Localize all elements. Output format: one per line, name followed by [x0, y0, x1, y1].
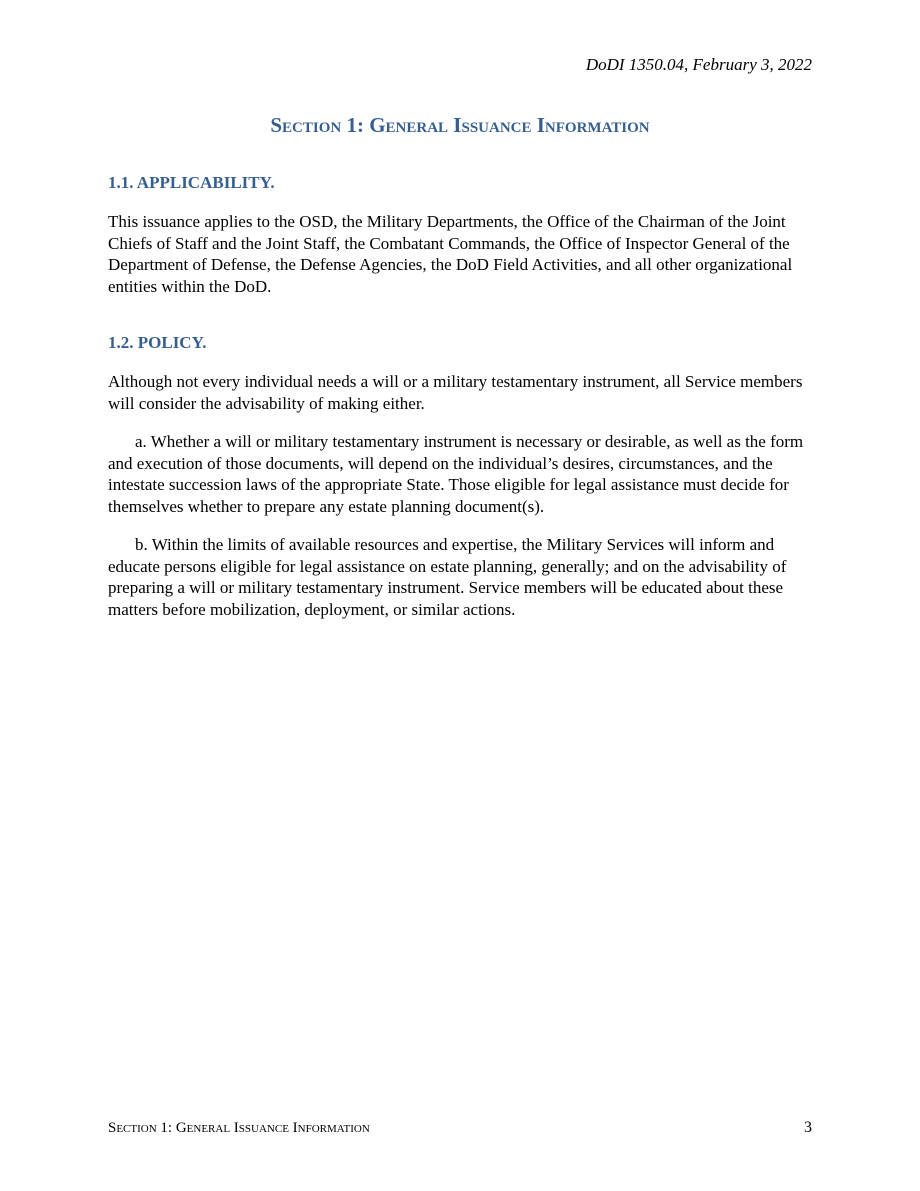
- page-number: 3: [804, 1119, 812, 1136]
- document-body: [108, 172, 814, 620]
- paragraph-policy-b: b. Within the limits of available resources and expertise, the Military Services will inform and educate persons eligible for legal assistance on estate planning, generally; and on the advisability of preparing a will or military testamentary instrument. Service members will be educated about these matters before mobilization, deployment, or similar actions.: [108, 535, 787, 619]
- heading-applicability: 1.1. APPLICABILITY.: [108, 173, 275, 192]
- paragraph-policy-intro: Although not every individual needs a will or a military testamentary instrument, all Service members will consider the advisability of making either.: [108, 372, 803, 413]
- section-title: Section 1: General Issuance Information: [270, 113, 650, 137]
- paragraph-applicability: This issuance applies to the OSD, the Military Departments, the Office of the Chairman of the Joint Chiefs of Staff and the Joint Staff, the Combatant Commands, the Office of Inspector General of the Department of Defense, the Defense Agencies, the DoD Field Activities, and all other organizational entities within the DoD.: [108, 212, 793, 296]
- heading-policy: 1.2. POLICY.: [108, 333, 207, 352]
- document-reference: DoDI 1350.04, February 3, 2022: [585, 55, 812, 74]
- footer-section-label: Section 1: General Issuance Information: [108, 1120, 370, 1136]
- page-footer: [108, 1118, 812, 1138]
- paragraph-policy-a: a. Whether a will or military testamentary instrument is necessary or desirable, as well as the form and execution of those documents, will depend on the individual’s desires, circumstances, and the intestate succession laws of the appropriate State. Those eligible for legal assistance must decide for themselves whether to prepare any estate planning document(s).: [108, 432, 804, 516]
